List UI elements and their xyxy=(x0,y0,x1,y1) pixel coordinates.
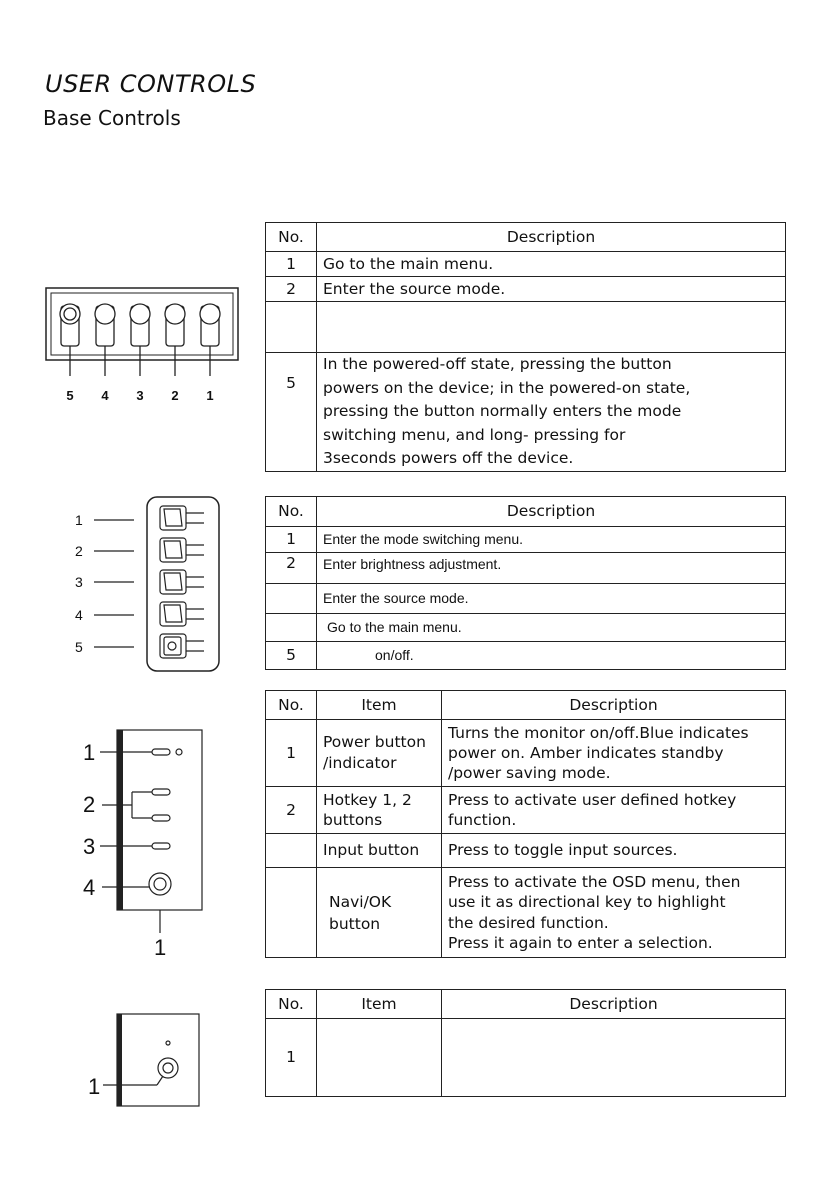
diagram-five-buttons-horizontal xyxy=(40,280,250,410)
header-no: No. xyxy=(266,691,317,720)
row-no: 2 xyxy=(266,787,317,834)
power-button-indicator xyxy=(152,749,182,755)
item-line: Power button xyxy=(323,733,426,752)
row-description xyxy=(317,302,786,353)
row-item xyxy=(317,1019,442,1097)
hotkey-1-button xyxy=(152,789,170,795)
row-no: 2 xyxy=(266,277,317,302)
row-no: 1 xyxy=(266,527,317,553)
row-description xyxy=(442,720,786,787)
diagram4-label: 1 xyxy=(88,1074,101,1099)
control-button-2 xyxy=(160,538,204,562)
row-no: 1 xyxy=(266,252,317,277)
row-no: 5 xyxy=(266,642,317,670)
row-description xyxy=(442,1019,786,1097)
description-line: the desired function. xyxy=(448,913,609,932)
diagram-single-button xyxy=(85,1010,215,1115)
row-no xyxy=(266,584,317,614)
row-item xyxy=(317,868,442,958)
header-description: Description xyxy=(317,497,786,527)
base-controls-table-3 xyxy=(265,690,786,958)
row-description xyxy=(442,787,786,834)
header-description: Description xyxy=(317,223,786,252)
diagram2-label: 3 xyxy=(75,574,83,590)
row-description xyxy=(317,353,786,472)
item-line: Navi/OK xyxy=(329,892,392,911)
row-no xyxy=(266,302,317,353)
power-button xyxy=(158,1041,178,1078)
hotkey-2-button xyxy=(152,815,170,821)
diagram-side-panel-buttons xyxy=(80,725,240,965)
diagram1-label: 5 xyxy=(66,388,74,403)
diagram1-label: 1 xyxy=(206,388,214,403)
row-no: 5 xyxy=(266,353,317,472)
description-line: Press to activate user defined hotkey xyxy=(448,791,737,809)
item-line: Hotkey 1, 2 xyxy=(323,791,412,809)
diagram1-label: 2 xyxy=(171,388,179,403)
row-description: Enter the source mode. xyxy=(317,277,786,302)
row-description: Enter the mode switching menu. xyxy=(317,527,786,553)
description-line: /power saving mode. xyxy=(448,764,611,782)
row-no xyxy=(266,868,317,958)
row-description: Go to the main menu. xyxy=(317,614,786,642)
description-line: switching menu, and long- pressing for xyxy=(323,425,626,444)
control-button-4 xyxy=(95,304,115,376)
row-item xyxy=(317,834,442,868)
row-no xyxy=(266,834,317,868)
diagram1-label: 3 xyxy=(136,388,144,403)
input-button xyxy=(152,843,170,849)
diagram2-label: 4 xyxy=(75,607,83,623)
description-line: Turns the monitor on/off.Blue indicates xyxy=(448,724,749,742)
description-line: 3seconds powers off the device. xyxy=(323,449,574,467)
control-button-3 xyxy=(130,304,150,376)
description-line: pressing the button normally enters the mode xyxy=(323,402,682,420)
base-controls-table-1 xyxy=(265,222,786,472)
row-no: 1 xyxy=(266,720,317,787)
control-button-1 xyxy=(160,506,204,530)
diagram2-label: 1 xyxy=(75,512,83,528)
row-description: Enter the source mode. xyxy=(317,584,786,614)
description-line: In the powered-off state, pressing the button xyxy=(323,355,672,373)
item-line: button xyxy=(329,914,381,933)
diagram3-label: 1 xyxy=(154,935,167,960)
row-no: 1 xyxy=(266,1019,317,1097)
row-item xyxy=(317,787,442,834)
control-button-1 xyxy=(200,304,220,376)
base-controls-table-4 xyxy=(265,989,786,1097)
header-item: Item xyxy=(317,990,442,1019)
control-button-5 xyxy=(60,304,80,376)
description-line: use it as directional key to highlight xyxy=(448,893,726,911)
row-no xyxy=(266,614,317,642)
header-no: No. xyxy=(266,223,317,252)
navi-ok-button xyxy=(149,873,171,895)
page-subtitle: Base Controls xyxy=(43,106,181,130)
row-description: Go to the main menu. xyxy=(317,252,786,277)
diagram3-label: 1 xyxy=(83,740,96,765)
diagram1-label: 4 xyxy=(101,388,109,403)
row-description: Enter brightness adjustment. xyxy=(317,553,786,584)
control-button-5 xyxy=(160,634,204,658)
description-line: Press it again to enter a selection. xyxy=(448,934,713,952)
row-description: on/off. xyxy=(317,642,786,670)
description-line: power on. Amber indicates standby xyxy=(448,744,724,762)
control-button-3 xyxy=(160,570,204,594)
row-item xyxy=(317,720,442,787)
item-line: Input button xyxy=(323,841,420,860)
item-line: buttons xyxy=(323,811,383,829)
page-title: USER CONTROLS xyxy=(45,70,257,98)
control-button-2 xyxy=(165,304,185,376)
row-no: 2 xyxy=(266,553,317,584)
description-line: Press to toggle input sources. xyxy=(448,841,678,860)
diagram2-label: 2 xyxy=(75,543,83,559)
header-item: Item xyxy=(317,691,442,720)
row-description xyxy=(442,868,786,958)
header-description: Description xyxy=(442,691,786,720)
base-controls-table-2 xyxy=(265,496,786,670)
row-description xyxy=(442,834,786,868)
diagram2-label: 5 xyxy=(75,639,83,655)
diagram-five-buttons-vertical xyxy=(70,493,230,678)
header-description: Description xyxy=(442,990,786,1019)
item-line: /indicator xyxy=(323,754,397,772)
control-button-4 xyxy=(160,602,204,626)
diagram3-label: 4 xyxy=(83,875,96,900)
diagram3-label: 2 xyxy=(83,792,96,817)
description-line: Press to activate the OSD menu, then xyxy=(448,872,741,891)
description-line: function. xyxy=(448,811,517,829)
diagram3-label: 3 xyxy=(83,834,96,859)
header-no: No. xyxy=(266,990,317,1019)
description-line: powers on the device; in the powered-on state, xyxy=(323,378,691,397)
header-no: No. xyxy=(266,497,317,527)
